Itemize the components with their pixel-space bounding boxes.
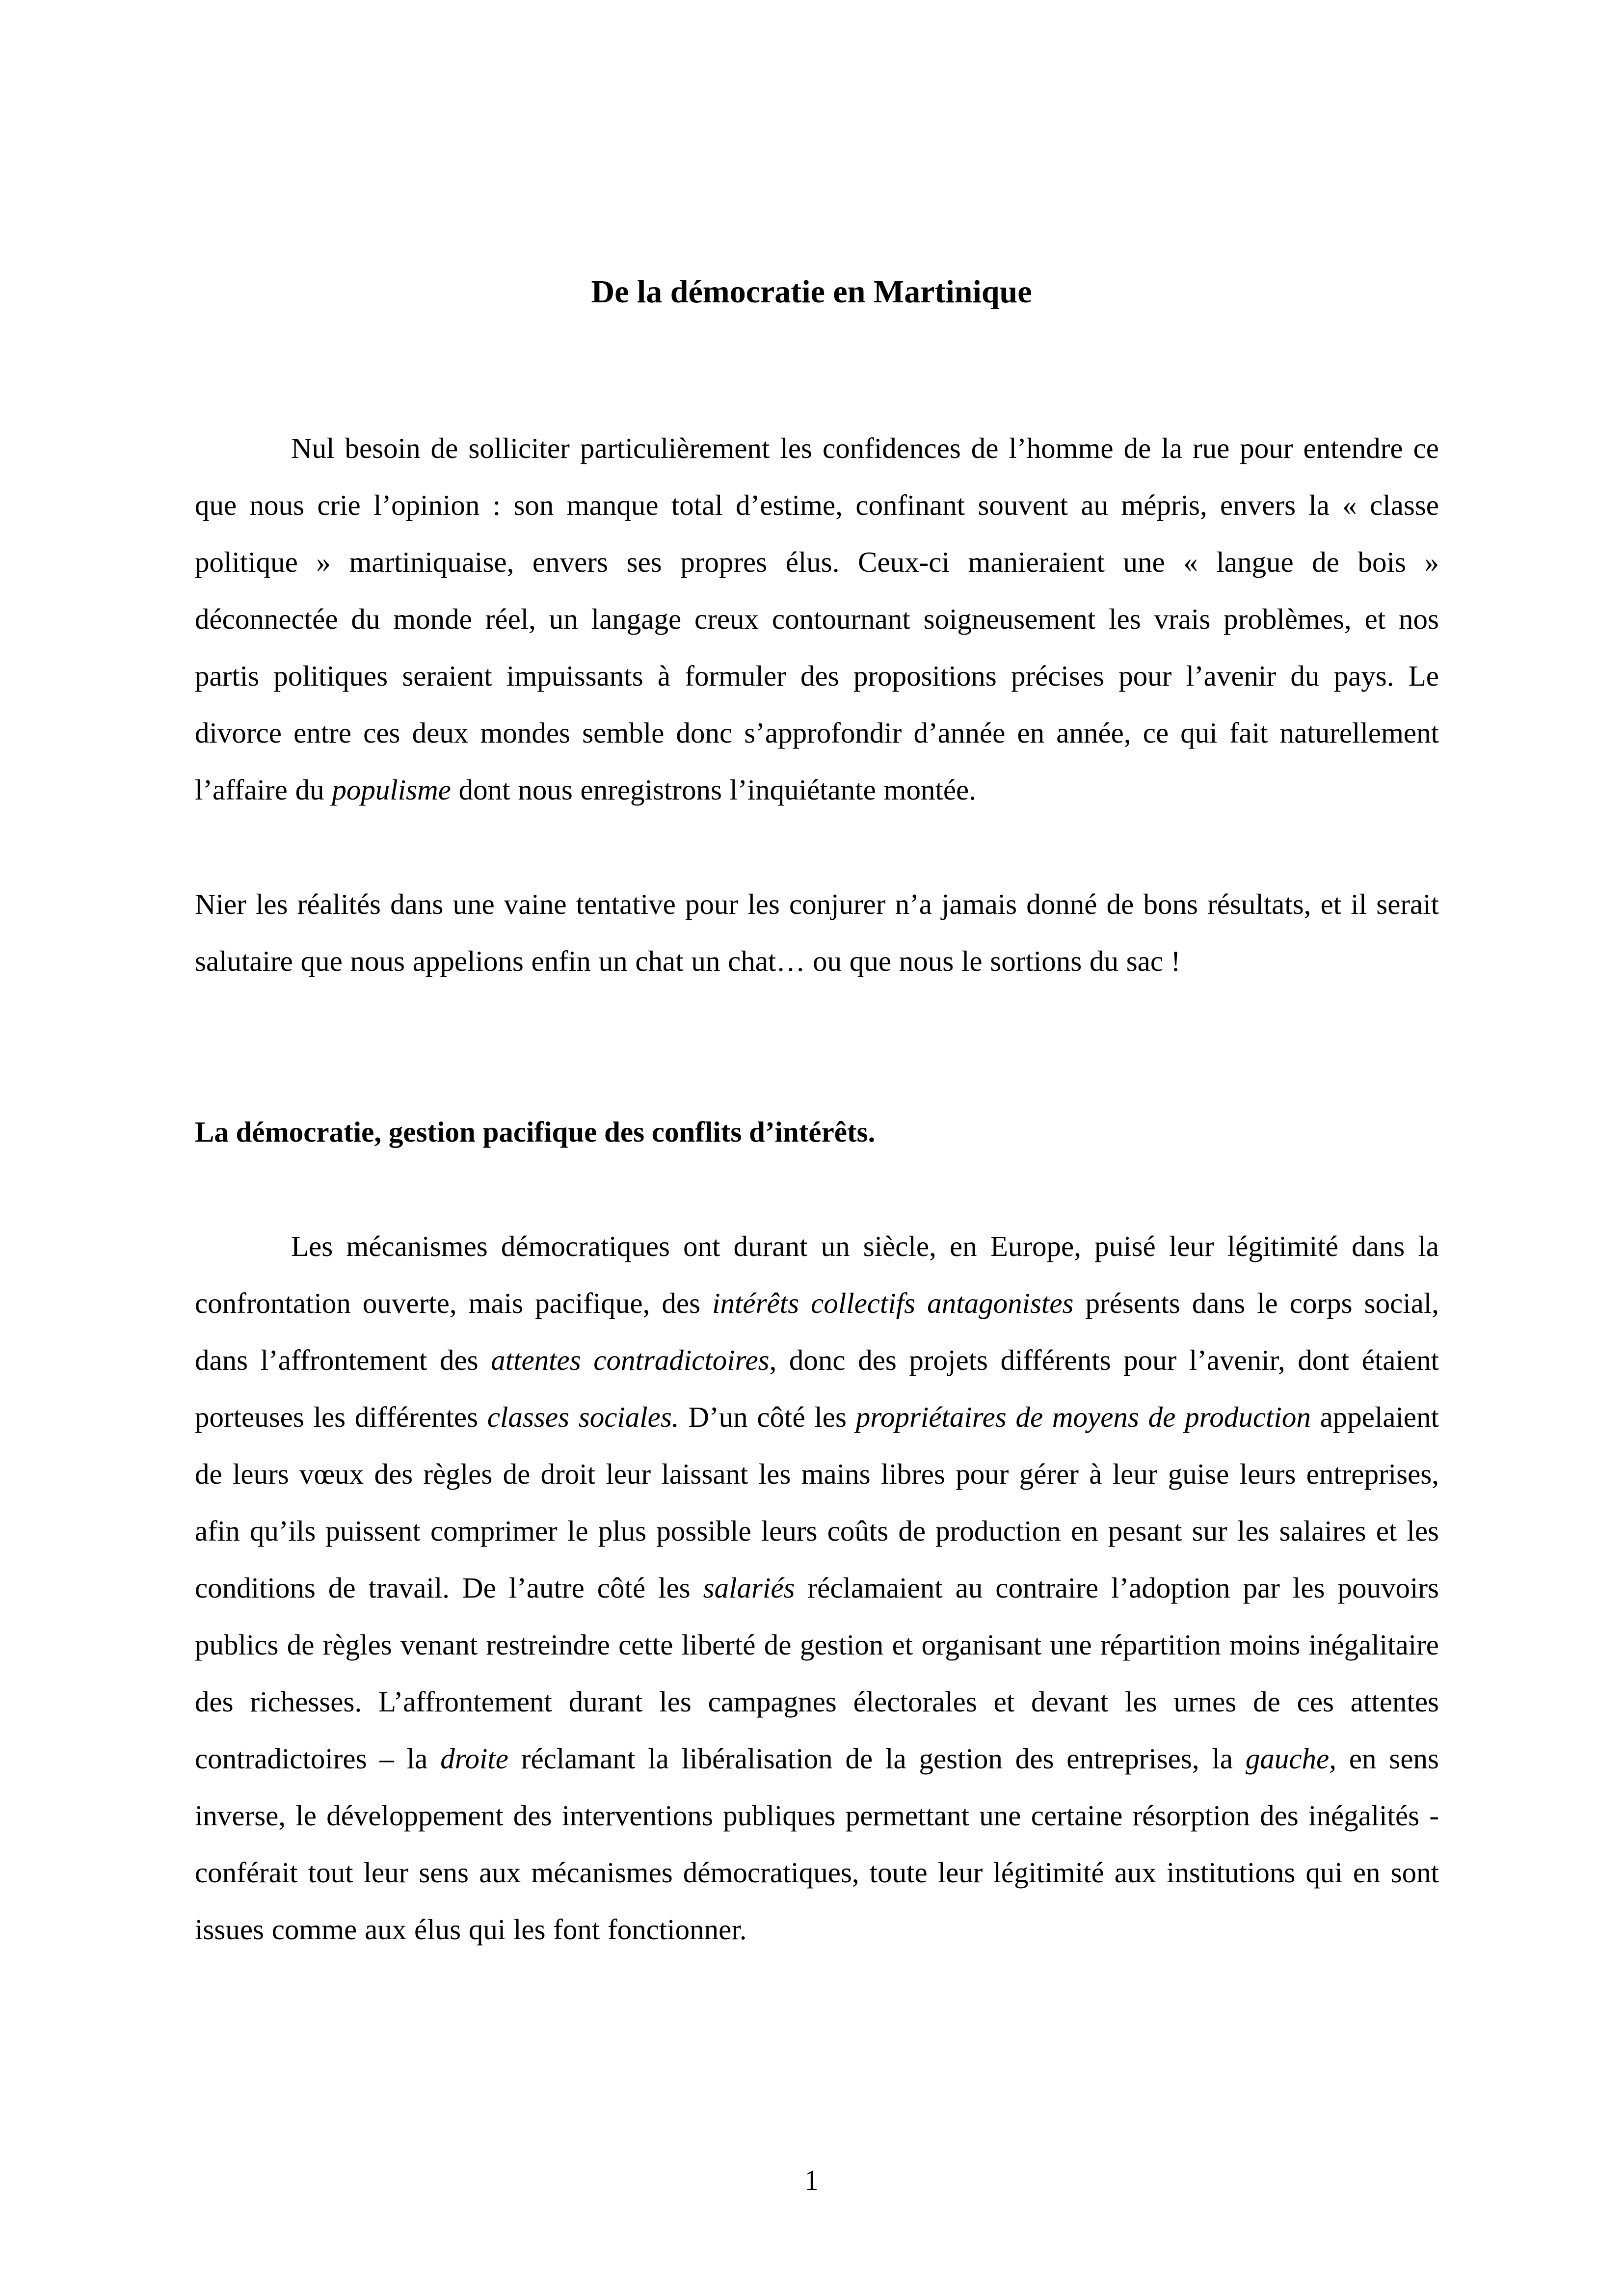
italic-run: salariés bbox=[703, 1572, 795, 1604]
page-number: 1 bbox=[804, 2164, 819, 2196]
italic-run: propriétaires de moyens de production bbox=[855, 1401, 1311, 1433]
text-run: présents dans le corps social, dans l’affrontement des bbox=[195, 1287, 1439, 1376]
section-paragraph-1 bbox=[195, 1218, 1439, 1958]
section-heading: La démocratie, gestion pacifique des conflits d’intérêts. bbox=[195, 1116, 876, 1148]
text-run: D’un côté les bbox=[679, 1401, 856, 1433]
italic-run: gauche, bbox=[1245, 1742, 1336, 1775]
document-title: De la démocratie en Martinique bbox=[591, 274, 1032, 310]
text-run: appelaient de leurs vœux des règles de droit leur laissant les mains libres pour gérer à leur guise leurs entreprises, afin qu’ils puissent comprimer le plus possible leurs coûts de production en pesant sur les salaires et les conditions de travail. De l’autre côté les bbox=[195, 1401, 1439, 1604]
text-run: réclamaient au contraire l’adoption par les pouvoirs publics de règles venant restreindre cette liberté de gestion et organisant une répartition moins inégalitaire des richesses. L’affrontement durant les campagnes électorales et devant les urnes de ces attentes contradictoires – la bbox=[195, 1572, 1439, 1775]
text-run: Nul besoin de solliciter particulièrement les confidences de l’homme de la rue pour entendre ce que nous crie l’opinion : son manque total d’estime, confinant souvent au mépris, envers la « classe politique » martiniquaise, envers ses propres élus. Ceux-ci manieraient une « langue de bois » déconnectée du monde réel, un langage creux contournant soigneusement les vrais problèmes, et nos partis politiques seraient impuissants à formuler des propositions précises pour l’avenir du pays. Le divorce entre ces deux mondes semble donc s’approfondir d’année en année, ce qui fait naturellement l’affaire du bbox=[195, 432, 1439, 806]
italic-run: intérêts collectifs antagonistes bbox=[712, 1287, 1074, 1319]
italic-run: droite bbox=[440, 1742, 508, 1775]
intro-paragraph-1 bbox=[195, 420, 1439, 818]
italic-run: attentes contradictoires bbox=[491, 1344, 770, 1376]
text-run: en sens inverse, le développement des interventions publiques permettant une certaine résorption des inégalités - conférait tout leur sens aux mécanismes démocratiques, toute leur légitimité aux institutions qui en sont issues comme aux élus qui les font fonctionner. bbox=[195, 1742, 1439, 1946]
text-run: Les mécanismes démocratiques ont durant un siècle, en Europe, puisé leur légitimité dans la confrontation ouverte, mais pacifique, des bbox=[195, 1230, 1439, 1319]
text-run: réclamant la libéralisation de la gestion des entreprises, la bbox=[508, 1742, 1246, 1775]
text-run: , donc des projets différents pour l’avenir, dont étaient porteuses les différentes bbox=[195, 1344, 1439, 1433]
text-run: dont nous enregistrons l’inquiétante montée. bbox=[451, 774, 976, 806]
italic-run: populisme bbox=[332, 774, 451, 806]
intro-paragraph-2: Nier les réalités dans une vaine tentative pour les conjurer n’a jamais donné de bons résultats, et il serait salutaire que nous appelions enfin un chat un chat… ou que nous le sortions du sac ! bbox=[195, 888, 1439, 977]
italic-run: classes sociales. bbox=[487, 1401, 679, 1433]
